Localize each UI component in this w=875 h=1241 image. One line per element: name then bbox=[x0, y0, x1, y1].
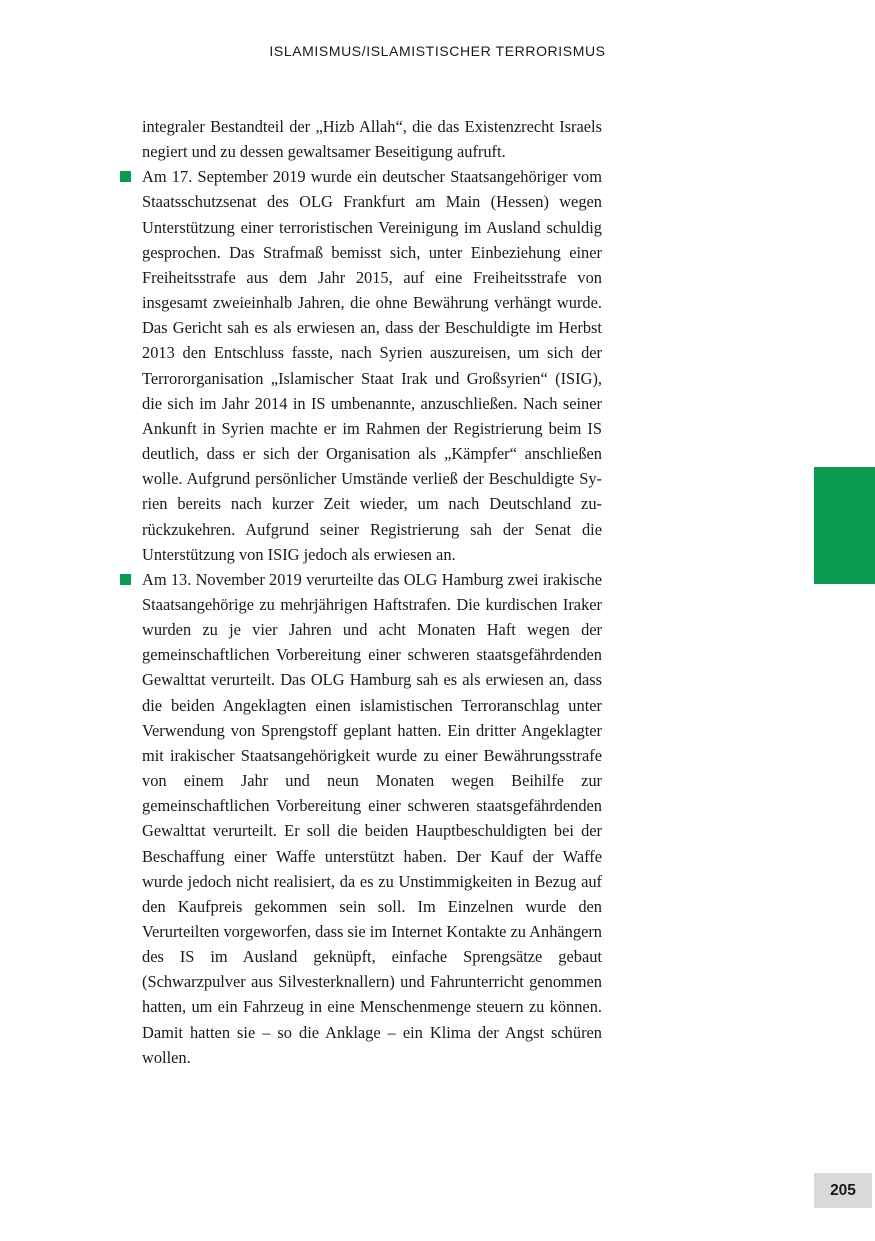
green-square-bullet-icon bbox=[120, 574, 131, 585]
page-number: 205 bbox=[814, 1173, 872, 1208]
bullet-text: Am 13. November 2019 verurteilte das OLG Hamburg zwei irakische Staatsangehörige zu mehrjährigen Haftstrafen. Die kurdischen Iraker wurden zu je vier Jahren und acht Monaten Haft wegen der gemeinschaftlichen Vorbereitung einer schweren staatsgefährdenden Gewalttat verurteilt. Das OLG Hamburg sah es als erwiesen an, dass die beiden Angeklagten einen islamistischen Terroranschlag unter Verwendung von Sprengstoff geplant hatten. Ein dritter Angeklagter mit irakischer Staatsangehörigkeit wurde zu einer Bewährungsstrafe von einem Jahr und neun Monaten wegen Beihilfe zur gemeinschaftlichen Vorbereitung einer schweren staatsgefährdenden Gewalttat verurteilt. Er soll die beiden Hauptbeschuldigten bei der Beschaffung einer Waffe unterstützt haben. Der Kauf der Waffe wurde jedoch nicht realisiert, da es zu Unstimmigkeiten in Bezug auf den Kaufpreis gekommen sein soll. Im Einzelnen wurde den Verurteilten vorgeworfen, dass sie im Internet Kontakte zu Anhängern des IS im Ausland geknüpft, einfache Sprengsätze gebaut (Schwarzpulver aus Silvesterknallern) und Fahrunterricht genommen hatten, um ein Fahrzeug in eine Menschenmenge steuern zu können. Damit hatten sie – so die Anklage – ein Klima der Angst schüren wollen. bbox=[142, 569, 602, 1067]
bullet-item bbox=[142, 567, 602, 1070]
bullet-text: Am 17. September 2019 wurde ein deutscher Staatsangehöriger vom Staatsschutzsenat des OLG Frankfurt am Main (Hessen) wegen Unterstützung einer terroristischen Vereinigung im Ausland schuldig gesprochen. Das Strafmaß bemisst sich, unter Einbeziehung einer Freiheitsstrafe aus dem Jahr 2015, auf eine Freiheitsstrafe von insgesamt zweieinhalb Jahren, die ohne Bewährung verhängt wurde. Das Gericht sah es als erwiesen an, dass der Beschuldigte im Herbst 2013 den Entschluss fasste, nach Syrien auszureisen, um sich der Terrororganisation „Islamischer Staat Irak und Großsyrien“ (ISIG), die sich im Jahr 2014 in IS umbenannte, anzuschließen. Nach seiner Ankunft in Syrien machte er im Rahmen der Registrierung beim IS deutlich, dass er sich der Organisation als „Kämpfer“ anschließen wolle. Aufgrund persönlicher Umstände verließ der Beschuldigte Syrien bereits nach kurzer Zeit wieder, um nach Deutschland zurückzukehren. Aufgrund seiner Registrierung sah der Senat die Unterstützung von ISIG jedoch als erwiesen an. bbox=[142, 167, 602, 564]
continuation-paragraph: integraler Bestandteil der „Hizb Allah“, die das Existenzrecht Israels negiert und zu dessen gewaltsamer Beseitigung aufruft. bbox=[142, 117, 602, 162]
green-square-bullet-icon bbox=[120, 171, 131, 182]
chapter-side-tab bbox=[814, 467, 875, 584]
body-text bbox=[142, 114, 602, 1070]
bullet-item bbox=[142, 164, 602, 567]
running-header: ISLAMISMUS/ISLAMISTISCHER TERRORISMUS bbox=[269, 43, 606, 59]
